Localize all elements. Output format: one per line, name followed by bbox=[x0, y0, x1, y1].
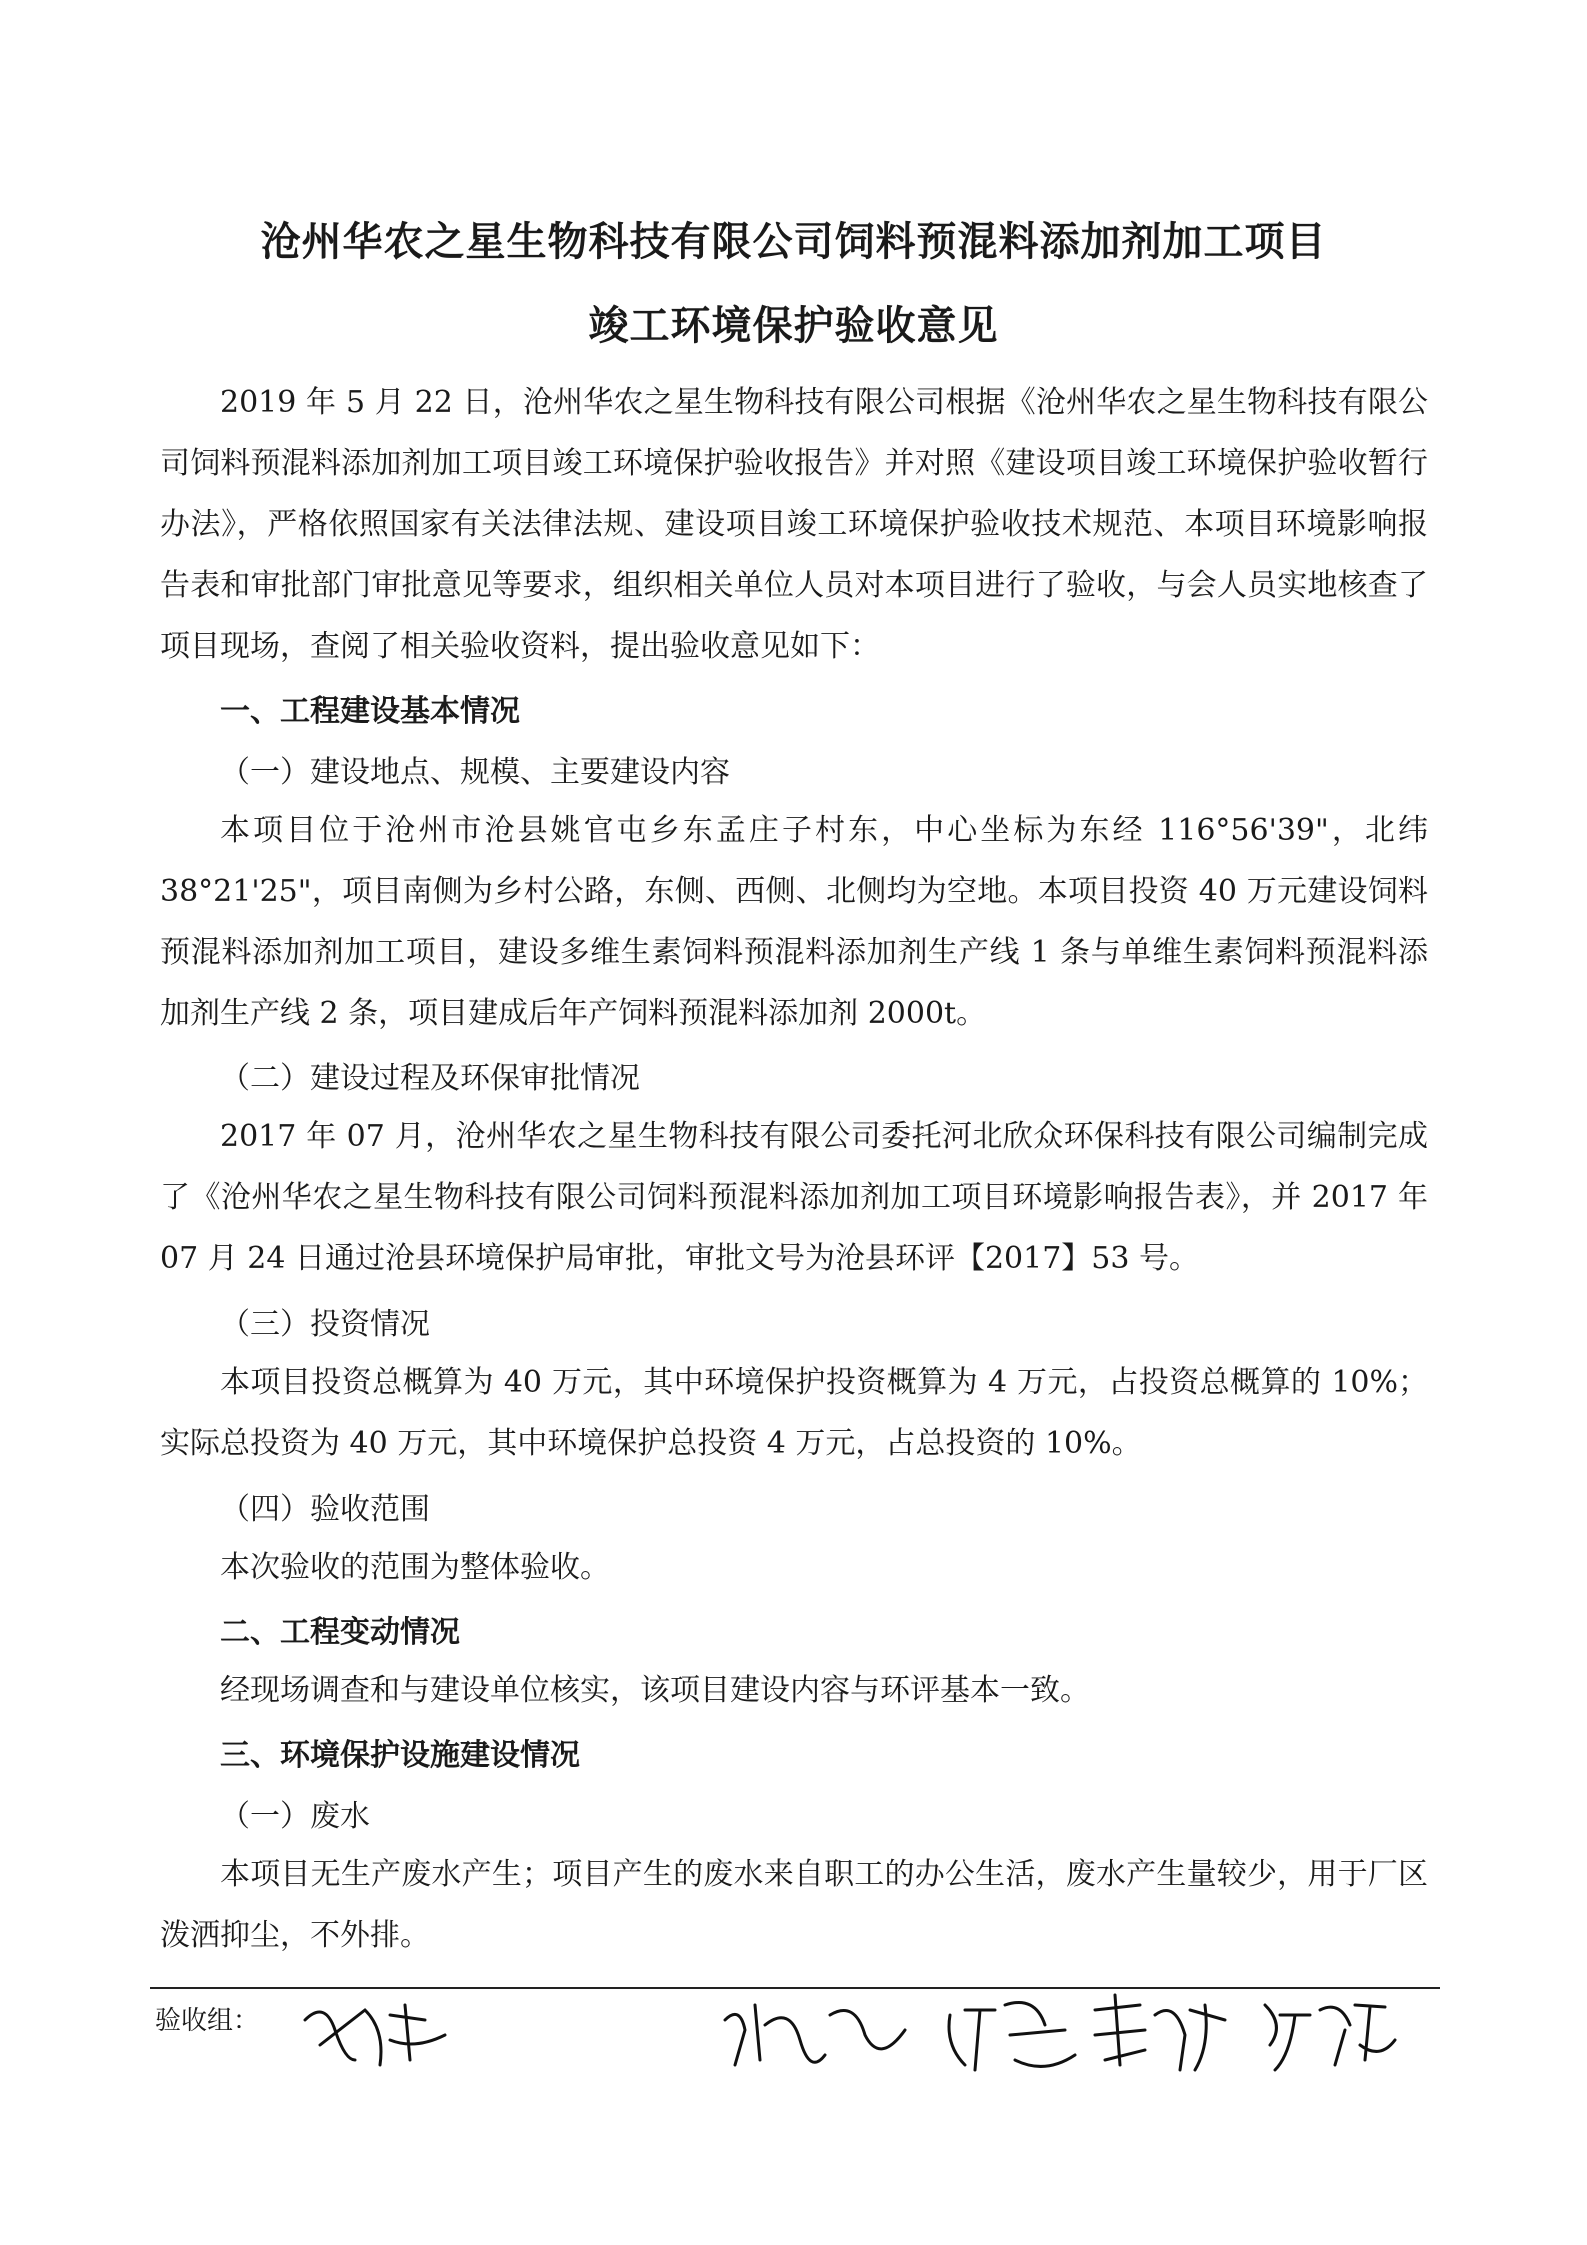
section2-heading: 二、工程变动情况 bbox=[220, 1615, 460, 1650]
section3-heading: 三、环境保护设施建设情况 bbox=[220, 1738, 580, 1773]
sub4-paragraph: 本次验收的范围为整体验收。 bbox=[220, 1550, 610, 1585]
signature-2 bbox=[715, 1985, 915, 2085]
sub2-heading: （二）建设过程及环保审批情况 bbox=[220, 1061, 640, 1096]
document-title-line2: 竣工环境保护验收意见 bbox=[588, 303, 999, 349]
section1-heading: 一、工程建设基本情况 bbox=[220, 694, 520, 729]
sub2-paragraph: 2017 年 07 月，沧州华农之星生物科技有限公司委托河北欣众环保科技有限公司编制完成了《沧州华农之星生物科技有限公司饲料预混料添加剂加工项目环境影响报告表》，并 2017 年 07 月 24 日通过沧县环境保护局审批，审批文号为沧县环评【2017】53 号。 bbox=[160, 1119, 1428, 1276]
section2-paragraph: 经现场调查和与建设单位核实，该项目建设内容与环评基本一致。 bbox=[220, 1673, 1090, 1708]
intro-paragraph: 2019 年 5 月 22 日，沧州华农之星生物科技有限公司根据《沧州华农之星生物科技有限公司饲料预混料添加剂加工项目竣工环境保护验收报告》并对照《建设项目竣工环境保护验收暂行办法》，严格依照国家有关法律法规、建设项目竣工环境保护验收技术规范、本项目环境影响报告表和审批部门审批意见等要求，组织相关单位人员对本项目进行了验收，与会人员实地核查了项目现场，查阅了相关验收资料，提出验收意见如下： bbox=[160, 385, 1428, 664]
signature-4 bbox=[1085, 1985, 1235, 2085]
signature-1 bbox=[295, 1990, 455, 2080]
sub4-heading: （四）验收范围 bbox=[220, 1492, 430, 1527]
sub1-heading: （一）建设地点、规模、主要建设内容 bbox=[220, 755, 730, 790]
acceptance-group-label: 验收组： bbox=[155, 2006, 260, 2036]
sub1-paragraph: 本项目位于沧州市沧县姚官屯乡东孟庄子村东，中心坐标为东经 116°56'39"，北纬 38°21'25"，项目南侧为乡村公路，东侧、西侧、北侧均为空地。本项目投资 40 万元建设饲料预混料添加剂加工项目，建设多维生素饲料预混料添加剂生产线 1 条与单维生素饲料预混料添加剂生产线 2 条，项目建成后年产饲料预混料添加剂 2000t。 bbox=[160, 813, 1428, 1031]
sub3-paragraph: 本项目投资总概算为 40 万元，其中环境保护投资概算为 4 万元，占投资总概算的 10%；实际总投资为 40 万元，其中环境保护总投资 4 万元，占总投资的 10%。 bbox=[160, 1365, 1428, 1461]
sub5-paragraph: 本项目无生产废水产生；项目产生的废水来自职工的办公生活，废水产生量较少，用于厂区泼洒抑尘，不外排。 bbox=[160, 1857, 1428, 1953]
signature-5 bbox=[1255, 1985, 1405, 2085]
signature-3 bbox=[935, 1985, 1085, 2085]
document-title-line1: 沧州华农之星生物科技有限公司饲料预混料添加剂加工项目 bbox=[260, 219, 1327, 265]
sub3-heading: （三）投资情况 bbox=[220, 1307, 430, 1342]
sub5-heading: （一）废水 bbox=[220, 1799, 370, 1834]
